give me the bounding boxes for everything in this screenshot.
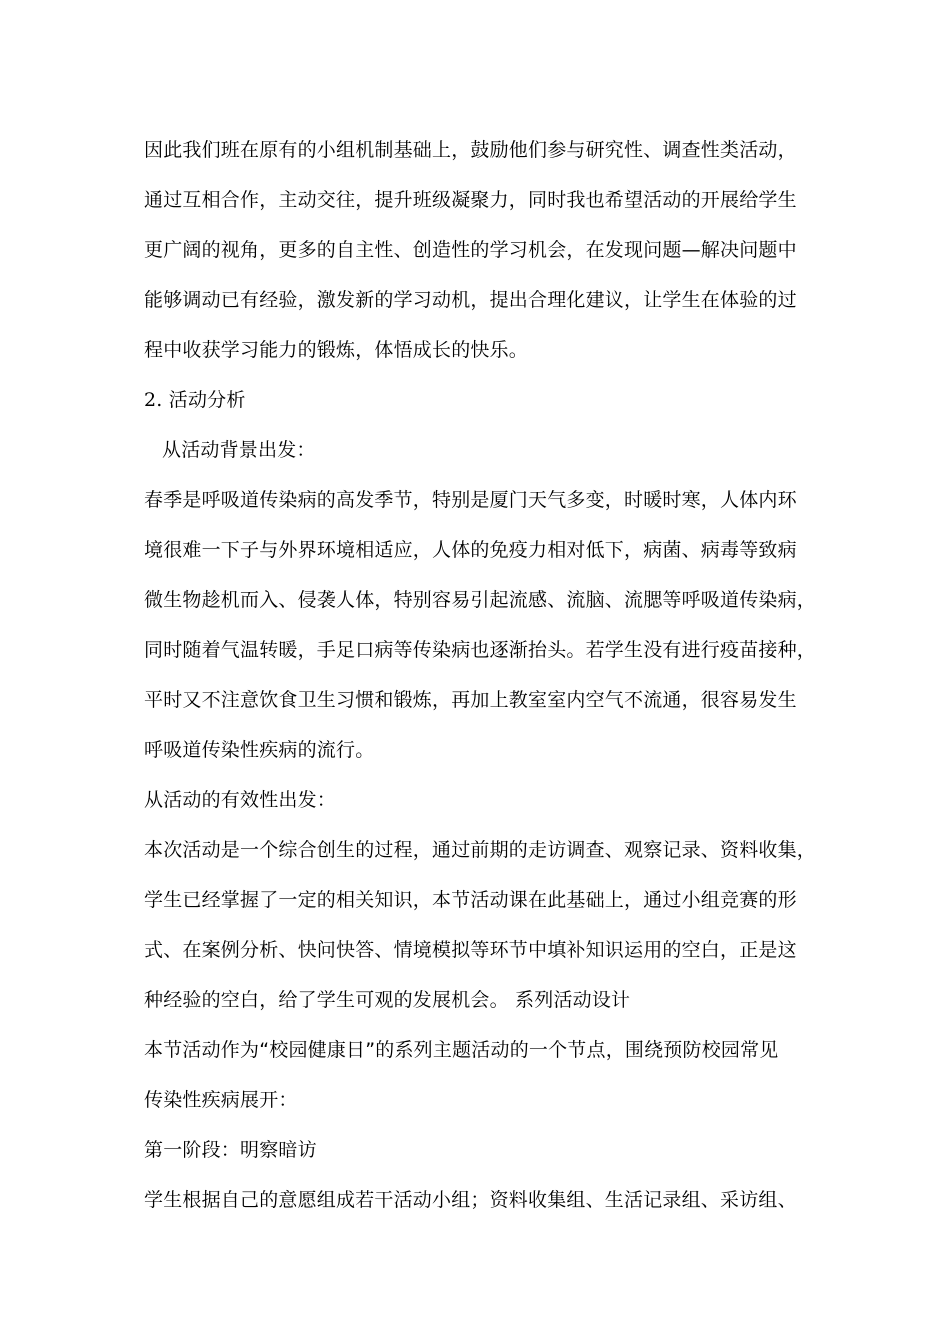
paragraph-line: 微生物趁机而入、侵袭人体，特别容易引起流感、流脑、流腮等呼吸道传染病， <box>144 589 817 611</box>
paragraph-line: 境很难一下子与外界环境相适应，人体的免疫力相对低下，病菌、病毒等致病 <box>144 539 797 561</box>
paragraph-line: 因此我们班在原有的小组机制基础上，鼓励他们参与研究性、调查性类活动， <box>144 139 797 161</box>
paragraph-line: 更广阔的视角，更多的自主性、创造性的学习机会，在发现问题—解决问题中 <box>144 239 797 261</box>
section-title: 活动分析 <box>168 389 246 411</box>
paragraph-line: 种经验的空白，给了学生可观的发展机会。 系列活动设计 <box>144 989 631 1011</box>
paragraph-line: 本次活动是一个综合创生的过程，通过前期的走访调查、观察记录、资料收集， <box>144 839 817 861</box>
paragraph-line: 式、在案例分析、快问快答、情境模拟等环节中填补知识运用的空白，正是这 <box>144 939 797 961</box>
paragraph-line: 通过互相合作，主动交往，提升班级凝聚力，同时我也希望活动的开展给学生 <box>144 189 797 211</box>
paragraph-line: 本节活动作为“校园健康日”的系列主题活动的一个节点，围绕预防校园常见 <box>144 1039 779 1061</box>
paragraph-line: 春季是呼吸道传染病的高发季节，特别是厦门天气多变，时暖时寒，人体内环 <box>144 489 797 511</box>
section-heading <box>144 388 246 412</box>
stage1-heading: 第一阶段：明察暗访 <box>144 1139 317 1161</box>
paragraph-line: 学生已经掌握了一定的相关知识，本节活动课在此基础上，通过小组竞赛的形 <box>144 889 797 911</box>
paragraph-line: 传染性疾病展开： <box>144 1089 298 1111</box>
paragraph-line: 程中收获学习能力的锻炼，体悟成长的快乐。 <box>144 339 529 361</box>
paragraph-line: 同时随着气温转暖，手足口病等传染病也逐渐抬头。若学生没有进行疫苗接种， <box>144 639 817 661</box>
paragraph-line: 能够调动已有经验，激发新的学习动机，提出合理化建议，让学生在体验的过 <box>144 289 797 311</box>
paragraph-line: 呼吸道传染性疾病的流行。 <box>144 739 375 761</box>
paragraph-line: 学生根据自己的意愿组成若干活动小组；资料收集组、生活记录组、采访组、 <box>144 1189 797 1211</box>
background-heading: 从活动背景出发： <box>162 439 316 461</box>
section-number: 2. <box>144 389 163 411</box>
paragraph-line: 平时又不注意饮食卫生习惯和锻炼，再加上教室室内空气不流通，很容易发生 <box>144 689 797 711</box>
effectiveness-heading: 从活动的有效性出发： <box>144 789 337 811</box>
